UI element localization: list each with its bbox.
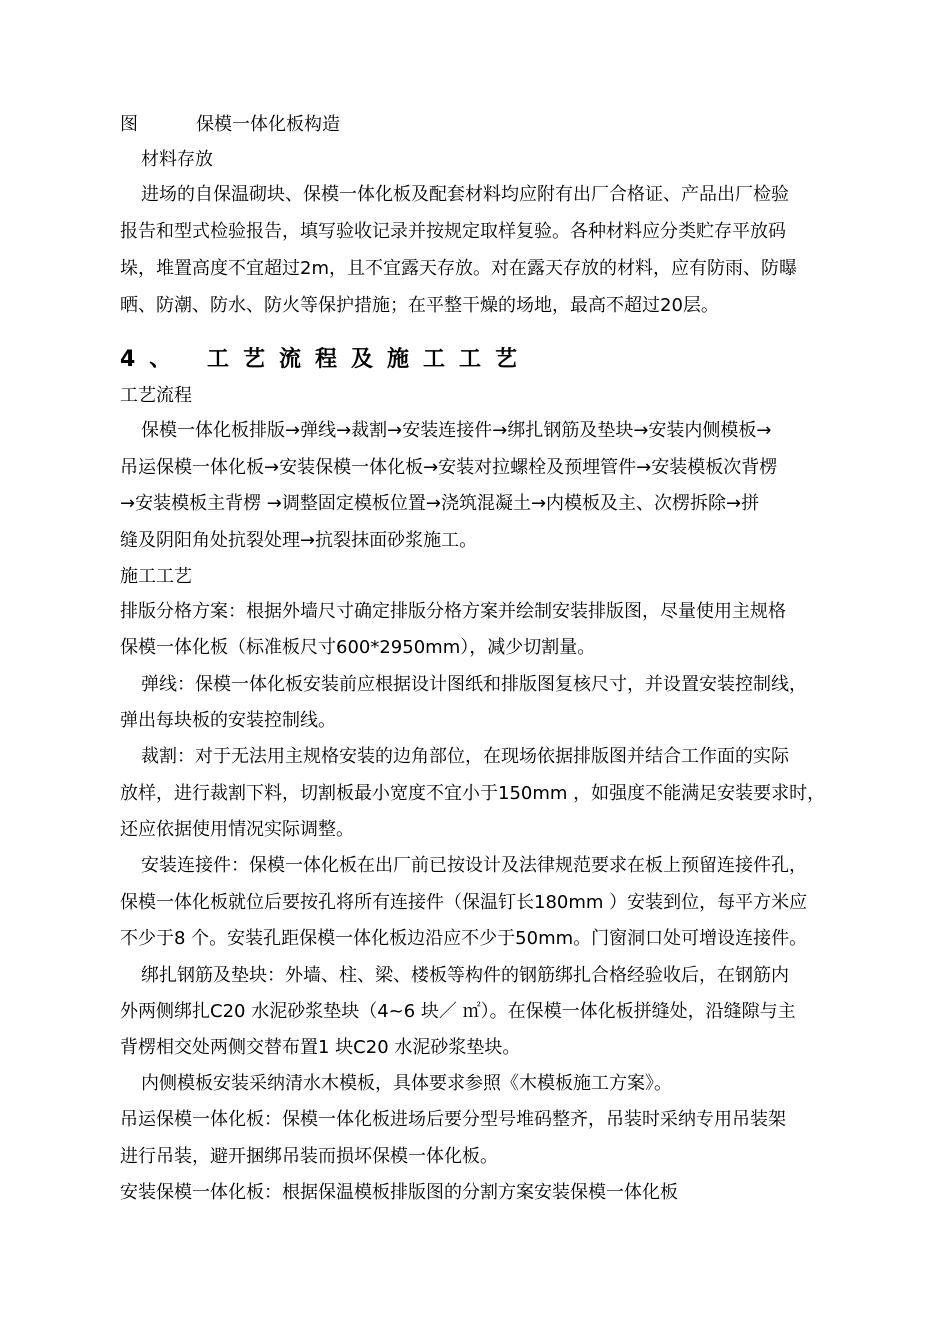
paragraph-line: 安装保模一体化板：根据保温模板排版图的分割方案安装保模一体化板	[120, 1182, 678, 1203]
paragraph-line: 不少于8 个。安装孔距保模一体化板边沿应不少于50mm。门窗洞口处可增设连接件。	[120, 928, 808, 949]
flow-line: →安装模板主背楞 →调整固定模板位置→浇筑混凝土→内模板及主、次楞拆除→拼	[120, 493, 760, 514]
storage-title: 材料存放	[141, 149, 213, 170]
paragraph-line: 保模一体化板（标准板尺寸600*2950mm），减少切割量。	[120, 637, 596, 658]
storage-line: 进场的自保温砌块、保模一体化板及配套材料均应附有出厂合格证、产品出厂检验	[141, 184, 789, 205]
paragraph-line: 背楞相交处两侧交替布置1 块C20 水泥砂浆垫块。	[120, 1037, 521, 1058]
flow-line: 保模一体化板排版→弹线→裁割→安装连接件→绑扎钢筋及垫块→安装内侧模板→	[141, 420, 772, 441]
paragraph-line: 排版分格方案：根据外墙尺寸确定排版分格方案并绘制安装排版图，尽量使用主规格	[120, 601, 786, 622]
figure-title: 保模一体化板构造	[196, 114, 340, 135]
paragraph-line: 内侧模板安装采纳清水木模板，具体要求参照《木模板施工方案》。	[141, 1073, 672, 1094]
paragraph-line: 还应依据使用情况实际调整。	[120, 819, 354, 840]
flow-line: 缝及阴阳角处抗裂处理→抗裂抹面砂浆施工。	[120, 530, 478, 551]
paragraph-line: 安装连接件：保模一体化板在出厂前已按设计及法律规范要求在板上预留连接件孔，	[141, 855, 807, 876]
paragraph-line: 弹线：保模一体化板安装前应根据设计图纸和排版图复核尺寸，并设置安装控制线，	[141, 674, 807, 695]
storage-line: 晒、防潮、防水、防火等保护措施；在平整干燥的场地，最高不超过20层。	[120, 295, 719, 316]
paragraph-line: 放样，进行裁割下料，切割板最小宽度不宜小于150mm ，如强度不能满足安装要求时，	[120, 783, 826, 804]
flow-title: 工艺流程	[120, 385, 192, 406]
paragraph-line: 裁割：对于无法用主规格安装的边角部位，在现场依据排版图并结合工作面的实际	[141, 746, 789, 767]
storage-line: 垛，堆置高度不宜超过2m，且不宜露天存放。对在露天存放的材料，应有防雨、防曝	[120, 258, 797, 279]
paragraph-line: 绑扎钢筋及垫块：外墙、柱、梁、楼板等构件的钢筋绑扎合格经验收后，在钢筋内	[141, 965, 789, 986]
paragraph-line: 吊运保模一体化板：保模一体化板进场后要分型号堆码整齐，吊装时采纳专用吊装架	[120, 1109, 786, 1130]
storage-line: 报告和型式检验报告，填写验收记录并按规定取样复验。各种材料应分类贮存平放码	[120, 221, 786, 242]
paragraph-line: 保模一体化板就位后要按孔将所有连接件（保温钉长180mm ）安装到位，每平方米应	[120, 892, 808, 913]
figure-label: 图	[120, 114, 138, 135]
process-title: 施工工艺	[120, 566, 192, 587]
section-heading: 4、 工艺流程及施工工艺	[120, 347, 531, 372]
paragraph-line: 进行吊装，避开捆绑吊装而损坏保模一体化板。	[120, 1146, 498, 1167]
paragraph-line: 外两侧绑扎C20 水泥砂浆垫块（4~6 块／ ㎡）。在保模一体化板拼缝处，沿缝隙与主	[120, 1001, 796, 1022]
paragraph-line: 弹出每块板的安装控制线。	[120, 710, 336, 731]
flow-line: 吊运保模一体化板→安装保模一体化板→安装对拉螺栓及预埋管件→安装模板次背楞	[120, 457, 778, 478]
